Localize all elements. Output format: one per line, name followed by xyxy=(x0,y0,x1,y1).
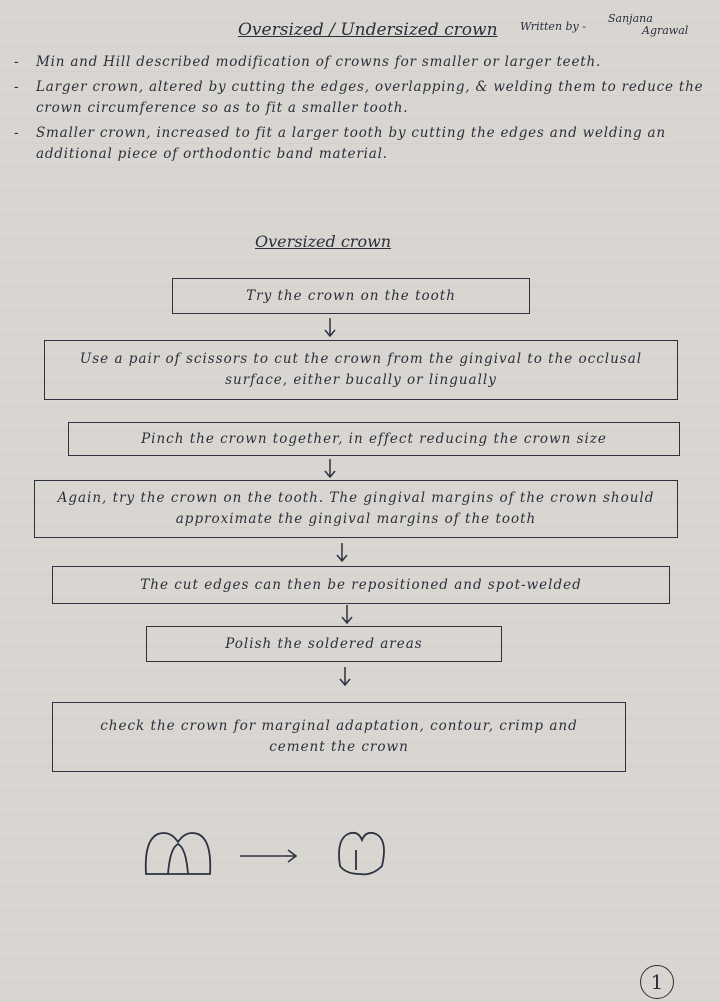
resized-crown-icon xyxy=(339,833,384,874)
flow-step xyxy=(52,702,626,772)
flow-step xyxy=(52,566,670,604)
flow-step-text: Use a pair of scissors to cut the crown from the gingival to the occlusal surface, either bucally or lingually xyxy=(79,351,643,388)
flow-step-text: check the crown for marginal adaptation, contour, crimp and cement the crown xyxy=(100,718,578,755)
section-title: Oversized crown xyxy=(255,232,392,251)
arrow-right-icon xyxy=(240,850,296,862)
bullet-text: Smaller crown, increased to fit a larger tooth by cutting the edges and welding an additional piece of orthodontic band material. xyxy=(36,125,666,162)
flow-step-text: The cut edges can then be repositioned and spot-welded xyxy=(140,576,582,593)
page-number xyxy=(640,965,674,999)
author-first-name: Sanjana xyxy=(608,12,653,25)
down-arrow-icon xyxy=(338,666,352,686)
page-header xyxy=(230,12,710,48)
author-last-name: Agrawal xyxy=(642,24,689,37)
down-arrow-icon xyxy=(323,317,337,337)
bullet-point: - Min and Hill described modification of crowns for smaller or larger teeth. xyxy=(14,54,602,70)
oversized-crown-icon xyxy=(146,833,211,874)
flow-step-text: Again, try the crown on the tooth. The gingival margins of the crown should approximate the gingival margins of the tooth xyxy=(57,490,655,527)
down-arrow-icon xyxy=(323,458,337,478)
crown-sketch xyxy=(140,826,400,886)
bullet-list xyxy=(14,52,704,169)
down-arrow-icon xyxy=(335,542,349,562)
flow-step xyxy=(172,278,530,314)
down-arrow-icon xyxy=(340,604,354,624)
flow-step-text: Polish the soldered areas xyxy=(225,635,423,652)
bullet-text: Larger crown, altered by cutting the edges, overlapping, & welding them to reduce the crown circumference so as to fit a smaller tooth. xyxy=(36,79,704,116)
bullet-point: - Larger crown, altered by cutting the edges, overlapping, & welding them to reduce the crown circumference so as to fit a smaller tooth. xyxy=(14,79,704,116)
flow-step-text: Pinch the crown together, in effect reducing the crown size xyxy=(141,430,607,447)
flow-step xyxy=(44,340,678,400)
flow-step xyxy=(68,422,680,456)
author-label: Written by - xyxy=(520,20,586,33)
flow-step-text: Try the crown on the tooth xyxy=(246,287,456,304)
page-number-text: 1 xyxy=(650,970,664,994)
bullet-text: Min and Hill described modification of crowns for smaller or larger teeth. xyxy=(36,54,602,70)
bullet-point: - Smaller crown, increased to fit a larger tooth by cutting the edges and welding an additional piece of orthodontic band material. xyxy=(14,125,666,162)
flow-step xyxy=(34,480,678,538)
page-title: Oversized / Undersized crown xyxy=(238,20,498,40)
flow-step xyxy=(146,626,502,662)
